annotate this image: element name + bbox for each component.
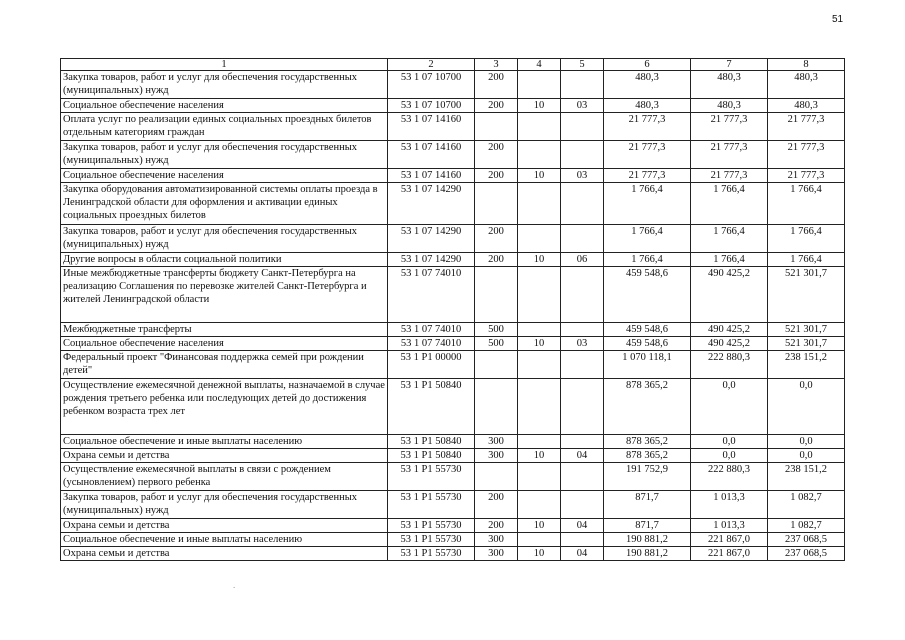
row-subsection-cell: 03 — [561, 99, 604, 113]
row-subsection-cell — [561, 141, 604, 169]
table-row — [61, 267, 845, 323]
row-code-cell: 53 1 P1 55730 — [388, 463, 475, 491]
page-number: 51 — [832, 14, 844, 25]
table-row — [61, 449, 845, 463]
row-value-col6: 21 777,3 — [604, 169, 691, 183]
row-type-cell: 200 — [475, 141, 518, 169]
row-value-col7: 221 867,0 — [691, 547, 768, 561]
row-subsection-cell — [561, 71, 604, 99]
row-section-cell — [518, 113, 561, 141]
row-value-col7: 21 777,3 — [691, 113, 768, 141]
row-section-cell: 10 — [518, 99, 561, 113]
row-name-cell: Социальное обеспечение населения — [61, 337, 388, 351]
row-value-col6: 1 766,4 — [604, 225, 691, 253]
row-subsection-cell — [561, 183, 604, 225]
table-row — [61, 71, 845, 99]
row-value-col7: 21 777,3 — [691, 169, 768, 183]
table-row — [61, 141, 845, 169]
row-value-col6: 459 548,6 — [604, 323, 691, 337]
row-value-col6: 21 777,3 — [604, 141, 691, 169]
row-value-col8: 21 777,3 — [768, 141, 845, 169]
row-type-cell — [475, 463, 518, 491]
row-type-cell — [475, 183, 518, 225]
row-type-cell: 200 — [475, 169, 518, 183]
row-type-cell: 200 — [475, 99, 518, 113]
row-code-cell: 53 1 07 14160 — [388, 141, 475, 169]
row-value-col7: 490 425,2 — [691, 323, 768, 337]
budget-table — [60, 58, 845, 561]
row-value-col7: 221 867,0 — [691, 533, 768, 547]
table-row — [61, 379, 845, 435]
row-section-cell: 10 — [518, 169, 561, 183]
row-value-col7: 0,0 — [691, 449, 768, 463]
row-section-cell — [518, 435, 561, 449]
scan-speck: . — [233, 580, 236, 590]
row-section-cell — [518, 379, 561, 435]
row-value-col6: 1 070 118,1 — [604, 351, 691, 379]
row-value-col8: 0,0 — [768, 379, 845, 435]
table-row — [61, 547, 845, 561]
row-name-cell: Закупка товаров, работ и услуг для обеспечения государственных (муниципальных) нужд — [61, 71, 388, 99]
row-value-col6: 871,7 — [604, 519, 691, 533]
row-value-col7: 222 880,3 — [691, 351, 768, 379]
row-type-cell: 200 — [475, 253, 518, 267]
row-type-cell: 500 — [475, 323, 518, 337]
row-subsection-cell — [561, 463, 604, 491]
row-value-col8: 1 766,4 — [768, 183, 845, 225]
row-code-cell: 53 1 P1 55730 — [388, 519, 475, 533]
row-subsection-cell — [561, 435, 604, 449]
table-row — [61, 113, 845, 141]
row-section-cell — [518, 225, 561, 253]
row-type-cell — [475, 267, 518, 323]
row-code-cell: 53 1 07 14160 — [388, 169, 475, 183]
row-value-col8: 480,3 — [768, 71, 845, 99]
row-code-cell: 53 1 P1 55730 — [388, 547, 475, 561]
table-row — [61, 519, 845, 533]
header-col-3: 3 — [475, 59, 518, 71]
header-col-8: 8 — [768, 59, 845, 71]
row-code-cell: 53 1 P1 50840 — [388, 435, 475, 449]
row-value-col6: 878 365,2 — [604, 449, 691, 463]
table-row — [61, 99, 845, 113]
row-section-cell: 10 — [518, 519, 561, 533]
row-section-cell — [518, 351, 561, 379]
row-name-cell: Осуществление ежемесячной выплаты в связи с рождением (усыновлением) первого ребенка — [61, 463, 388, 491]
row-code-cell: 53 1 07 74010 — [388, 337, 475, 351]
row-value-col7: 1 766,4 — [691, 183, 768, 225]
row-type-cell — [475, 379, 518, 435]
row-type-cell: 200 — [475, 519, 518, 533]
row-code-cell: 53 1 07 74010 — [388, 267, 475, 323]
row-name-cell: Межбюджетные трансферты — [61, 323, 388, 337]
row-code-cell: 53 1 07 14290 — [388, 225, 475, 253]
header-col-7: 7 — [691, 59, 768, 71]
row-value-col8: 521 301,7 — [768, 267, 845, 323]
row-value-col6: 871,7 — [604, 491, 691, 519]
row-value-col6: 190 881,2 — [604, 547, 691, 561]
row-subsection-cell: 03 — [561, 169, 604, 183]
row-name-cell: Федеральный проект "Финансовая поддержка семей при рождении детей" — [61, 351, 388, 379]
row-type-cell: 200 — [475, 225, 518, 253]
row-value-col8: 21 777,3 — [768, 113, 845, 141]
row-type-cell — [475, 113, 518, 141]
table-row — [61, 253, 845, 267]
row-value-col7: 480,3 — [691, 71, 768, 99]
row-value-col6: 21 777,3 — [604, 113, 691, 141]
row-subsection-cell: 04 — [561, 519, 604, 533]
row-subsection-cell — [561, 113, 604, 141]
row-type-cell: 300 — [475, 533, 518, 547]
row-subsection-cell — [561, 267, 604, 323]
row-value-col8: 521 301,7 — [768, 323, 845, 337]
row-section-cell — [518, 323, 561, 337]
row-section-cell — [518, 267, 561, 323]
row-name-cell: Иные межбюджетные трансферты бюджету Санкт-Петербурга на реализацию Соглашения по перевозке жителей Санкт-Петербурга и жителей Ленинградской области — [61, 267, 388, 323]
row-value-col8: 480,3 — [768, 99, 845, 113]
table-row — [61, 225, 845, 253]
row-value-col7: 480,3 — [691, 99, 768, 113]
row-value-col7: 0,0 — [691, 379, 768, 435]
row-code-cell: 53 1 07 14290 — [388, 183, 475, 225]
row-value-col7: 1 013,3 — [691, 491, 768, 519]
row-value-col8: 1 766,4 — [768, 225, 845, 253]
row-section-cell: 10 — [518, 449, 561, 463]
row-code-cell: 53 1 P1 55730 — [388, 533, 475, 547]
row-code-cell: 53 1 P1 50840 — [388, 379, 475, 435]
header-col-5: 5 — [561, 59, 604, 71]
row-name-cell: Закупка оборудования автоматизированной системы оплаты проезда в Ленинградской области для оформления и активации единых социальных проездных билетов — [61, 183, 388, 225]
row-value-col6: 191 752,9 — [604, 463, 691, 491]
table-row — [61, 533, 845, 547]
table-row — [61, 491, 845, 519]
header-col-1: 1 — [61, 59, 388, 71]
row-value-col8: 521 301,7 — [768, 337, 845, 351]
row-value-col7: 21 777,3 — [691, 141, 768, 169]
row-code-cell: 53 1 07 10700 — [388, 99, 475, 113]
row-value-col8: 1 082,7 — [768, 491, 845, 519]
row-value-col7: 1 766,4 — [691, 225, 768, 253]
row-subsection-cell — [561, 533, 604, 547]
row-value-col8: 1 082,7 — [768, 519, 845, 533]
row-section-cell: 10 — [518, 547, 561, 561]
table-row — [61, 183, 845, 225]
row-value-col8: 1 766,4 — [768, 253, 845, 267]
row-value-col6: 459 548,6 — [604, 337, 691, 351]
row-value-col6: 480,3 — [604, 71, 691, 99]
row-subsection-cell: 03 — [561, 337, 604, 351]
row-type-cell: 300 — [475, 449, 518, 463]
table-row — [61, 323, 845, 337]
row-section-cell: 10 — [518, 253, 561, 267]
row-name-cell: Охрана семьи и детства — [61, 449, 388, 463]
table-body — [61, 71, 845, 561]
row-section-cell — [518, 533, 561, 547]
row-name-cell: Социальное обеспечение и иные выплаты населению — [61, 435, 388, 449]
table-row — [61, 435, 845, 449]
row-value-col6: 878 365,2 — [604, 435, 691, 449]
row-code-cell: 53 1 P1 50840 — [388, 449, 475, 463]
row-section-cell: 10 — [518, 337, 561, 351]
row-subsection-cell — [561, 323, 604, 337]
row-value-col7: 0,0 — [691, 435, 768, 449]
row-type-cell: 500 — [475, 337, 518, 351]
row-value-col7: 1 013,3 — [691, 519, 768, 533]
row-value-col8: 237 068,5 — [768, 533, 845, 547]
table-row — [61, 463, 845, 491]
row-section-cell — [518, 71, 561, 99]
row-value-col8: 237 068,5 — [768, 547, 845, 561]
row-section-cell — [518, 141, 561, 169]
row-type-cell: 300 — [475, 435, 518, 449]
row-name-cell: Другие вопросы в области социальной политики — [61, 253, 388, 267]
table-row — [61, 351, 845, 379]
row-section-cell — [518, 183, 561, 225]
table-header — [61, 59, 845, 71]
row-type-cell — [475, 351, 518, 379]
table-row — [61, 337, 845, 351]
header-col-6: 6 — [604, 59, 691, 71]
row-value-col8: 0,0 — [768, 449, 845, 463]
row-value-col8: 21 777,3 — [768, 169, 845, 183]
row-code-cell: 53 1 07 14290 — [388, 253, 475, 267]
row-type-cell: 200 — [475, 491, 518, 519]
row-subsection-cell — [561, 351, 604, 379]
table-row — [61, 169, 845, 183]
row-value-col6: 190 881,2 — [604, 533, 691, 547]
row-name-cell: Осуществление ежемесячной денежной выплаты, назначаемой в случае рождения третьего ребенка или последующих детей до достижения ребенком возраста трех лет — [61, 379, 388, 435]
row-subsection-cell: 04 — [561, 449, 604, 463]
row-code-cell: 53 1 P1 00000 — [388, 351, 475, 379]
row-subsection-cell — [561, 225, 604, 253]
row-name-cell: Закупка товаров, работ и услуг для обеспечения государственных (муниципальных) нужд — [61, 141, 388, 169]
row-value-col6: 459 548,6 — [604, 267, 691, 323]
row-code-cell: 53 1 07 10700 — [388, 71, 475, 99]
row-section-cell — [518, 463, 561, 491]
row-type-cell: 300 — [475, 547, 518, 561]
row-value-col6: 1 766,4 — [604, 183, 691, 225]
row-name-cell: Оплата услуг по реализации единых социальных проездных билетов отдельным категориям граждан — [61, 113, 388, 141]
row-name-cell: Закупка товаров, работ и услуг для обеспечения государственных (муниципальных) нужд — [61, 225, 388, 253]
row-value-col8: 238 151,2 — [768, 463, 845, 491]
row-value-col6: 480,3 — [604, 99, 691, 113]
row-subsection-cell: 06 — [561, 253, 604, 267]
row-code-cell: 53 1 07 74010 — [388, 323, 475, 337]
row-value-col8: 238 151,2 — [768, 351, 845, 379]
row-value-col7: 490 425,2 — [691, 267, 768, 323]
row-value-col8: 0,0 — [768, 435, 845, 449]
row-value-col6: 1 766,4 — [604, 253, 691, 267]
header-row — [61, 59, 845, 71]
row-name-cell: Закупка товаров, работ и услуг для обеспечения государственных (муниципальных) нужд — [61, 491, 388, 519]
row-name-cell: Охрана семьи и детства — [61, 519, 388, 533]
row-subsection-cell: 04 — [561, 547, 604, 561]
header-col-2: 2 — [388, 59, 475, 71]
row-value-col7: 222 880,3 — [691, 463, 768, 491]
row-subsection-cell — [561, 491, 604, 519]
row-subsection-cell — [561, 379, 604, 435]
header-col-4: 4 — [518, 59, 561, 71]
row-code-cell: 53 1 P1 55730 — [388, 491, 475, 519]
row-type-cell: 200 — [475, 71, 518, 99]
row-name-cell: Социальное обеспечение и иные выплаты населению — [61, 533, 388, 547]
row-value-col7: 490 425,2 — [691, 337, 768, 351]
row-value-col6: 878 365,2 — [604, 379, 691, 435]
row-code-cell: 53 1 07 14160 — [388, 113, 475, 141]
row-name-cell: Охрана семьи и детства — [61, 547, 388, 561]
row-name-cell: Социальное обеспечение населения — [61, 169, 388, 183]
row-name-cell: Социальное обеспечение населения — [61, 99, 388, 113]
row-value-col7: 1 766,4 — [691, 253, 768, 267]
row-section-cell — [518, 491, 561, 519]
